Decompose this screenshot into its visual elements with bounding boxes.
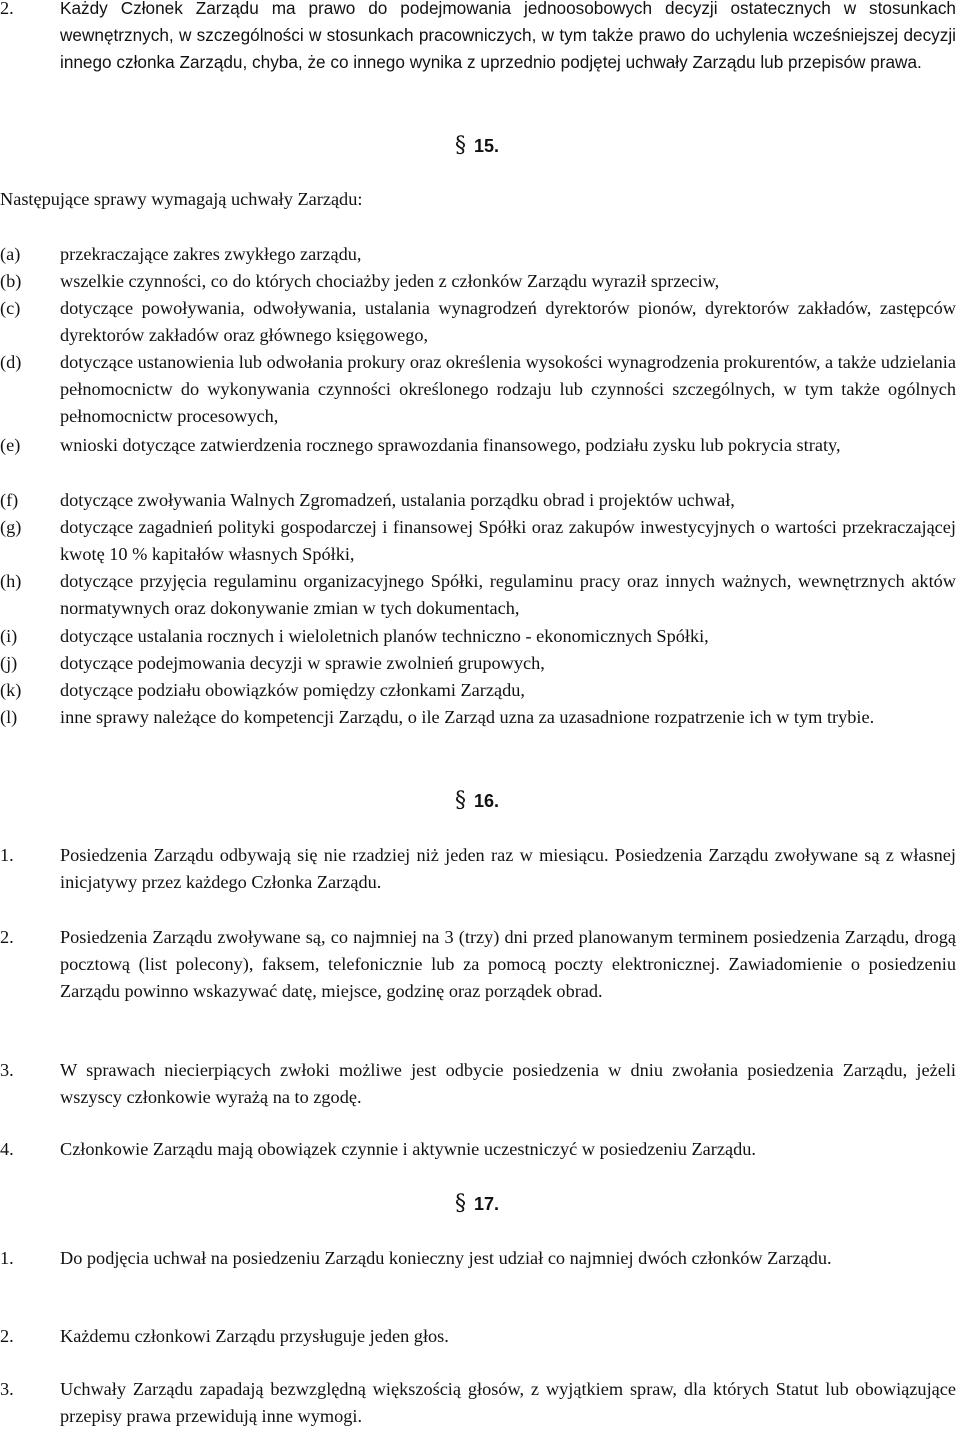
paragraph-text: Do podjęcia uchwał na posiedzeniu Zarządu konieczny jest udział co najmniej dwóch członków Zarządu. bbox=[60, 1248, 832, 1268]
list-item-text: przekraczające zakres zwykłego zarządu, bbox=[60, 244, 362, 264]
list-item-label: (g) bbox=[0, 517, 22, 537]
paragraph-number: 2. bbox=[0, 1326, 14, 1346]
paragraph-number: 3. bbox=[0, 1379, 14, 1399]
section-sign: § bbox=[455, 788, 466, 813]
list-item-label: (b) bbox=[0, 271, 22, 291]
list-item-text: dotyczące zagadnień polityki gospodarczej i finansowej Spółki oraz zakupów inwestycyjnych o wartości przekraczającej kwotę 10 % kapitałów własnych Spółki, bbox=[60, 517, 956, 564]
section-heading bbox=[455, 1190, 499, 1218]
section-sign: § bbox=[455, 1191, 466, 1216]
list-item-text: dotyczące podziału obowiązków pomiędzy członkami Zarządu, bbox=[60, 680, 525, 700]
paragraph-text: Posiedzenia Zarządu odbywają się nie rzadziej niż jeden raz w miesiącu. Posiedzenia Zarządu zwoływane są z własnej inicjatywy przez każdego Członka Zarządu. bbox=[60, 845, 956, 892]
list-item-label: (f) bbox=[0, 490, 19, 510]
list-item-text: dotyczące podejmowania decyzji w sprawie zwolnień grupowych, bbox=[60, 653, 545, 673]
paragraph-number: 2. bbox=[0, 0, 14, 18]
paragraph-text: Każdemu członkowi Zarządu przysługuje jeden głos. bbox=[60, 1326, 449, 1346]
list-item-text: wszelkie czynności, co do których chociażby jeden z członków Zarządu wyraził sprzeciw, bbox=[60, 271, 720, 291]
list-item-text: dotyczące przyjęcia regulaminu organizacyjnego Spółki, regulaminu pracy oraz innych ważnych, wewnętrznych aktów normatywnych oraz dokonywanie zmian w tych dokumentach, bbox=[60, 571, 956, 618]
paragraph-number: 1. bbox=[0, 845, 14, 865]
list-item-label: (j) bbox=[0, 653, 18, 673]
list-item-text: wnioski dotyczące zatwierdzenia rocznego sprawozdania finansowego, podziału zysku lub pokrycia straty, bbox=[60, 435, 841, 455]
section-number: 17. bbox=[474, 1194, 500, 1214]
paragraph-text: Posiedzenia Zarządu zwoływane są, co najmniej na 3 (trzy) dni przed planowanym terminem posiedzenia Zarządu, drogą pocztową (list polecony), faksem, telefonicznie lub za pomocą poczty elektronicznej. Zawiadomienie o posiedzeniu Zarządu powinno wskazywać datę, miejsce, godzinę oraz porządek obrad. bbox=[60, 927, 956, 1001]
paragraph-text: W sprawach niecierpiących zwłoki możliwe jest odbycie posiedzenia w dniu zwołania posiedzenia Zarządu, jeżeli wszyscy członkowie wyrażą na to zgodę. bbox=[60, 1060, 956, 1107]
paragraph-text: Każdy Członek Zarządu ma prawo do podejmowania jednoosobowych decyzji ostatecznych w stosunkach wewnętrznych, w szczególności w stosunkach pracowniczych, w tym także prawo do uchylenia wcześniejszej decyzji innego członka Zarządu, chyba, że co innego wynika z uprzednio podjętej uchwały Zarządu lub przepisów prawa. bbox=[60, 0, 956, 72]
paragraph-text: Członkowie Zarządu mają obowiązek czynnie i aktywnie uczestniczyć w posiedzeniu Zarządu. bbox=[60, 1139, 756, 1159]
list-item-label: (a) bbox=[0, 244, 21, 264]
paragraph-text: Uchwały Zarządu zapadają bezwzględną większością głosów, z wyjątkiem spraw, dla których Statut lub obowiązujące przepisy prawa przewidują inne wymogi. bbox=[60, 1379, 956, 1426]
list-item-label: (h) bbox=[0, 571, 22, 591]
paragraph-number: 2. bbox=[0, 927, 14, 947]
list-item-text: dotyczące ustalania rocznych i wieloletnich planów techniczno - ekonomicznych Spółki, bbox=[60, 626, 709, 646]
section-heading bbox=[455, 132, 499, 160]
section-number: 15. bbox=[474, 136, 500, 156]
list-item-label: (l) bbox=[0, 707, 18, 727]
paragraph-number: 4. bbox=[0, 1139, 14, 1159]
section-intro: Następujące sprawy wymagają uchwały Zarządu: bbox=[0, 189, 363, 209]
paragraph-number: 3. bbox=[0, 1060, 14, 1080]
list-item-label: (i) bbox=[0, 626, 18, 646]
list-item-label: (e) bbox=[0, 435, 21, 455]
list-item-label: (c) bbox=[0, 298, 21, 318]
list-item-text: dotyczące ustanowienia lub odwołania prokury oraz określenia wysokości wynagrodzenia prokurentów, a także udzielania pełnomocnictw do wykonywania czynności określonego rodzaju lub czynności szczególnych, w tym także ogólnych pełnomocnictw procesowych, bbox=[60, 352, 956, 426]
section-number: 16. bbox=[474, 791, 500, 811]
list-item-text: dotyczące powoływania, odwoływania, ustalania wynagrodzeń dyrektorów pionów, dyrektorów zakładów, zastępców dyrektorów zakładów oraz głównego księgowego, bbox=[60, 298, 956, 345]
list-item-text: dotyczące zwoływania Walnych Zgromadzeń, ustalania porządku obrad i projektów uchwał, bbox=[60, 490, 735, 510]
paragraph-number: 1. bbox=[0, 1248, 14, 1268]
list-item-label: (k) bbox=[0, 680, 22, 700]
section-heading bbox=[455, 787, 499, 815]
list-item-label: (d) bbox=[0, 352, 22, 372]
section-sign: § bbox=[455, 133, 466, 158]
list-item-text: inne sprawy należące do kompetencji Zarządu, o ile Zarząd uzna za uzasadnione rozpatrzenie ich w tym trybie. bbox=[60, 707, 875, 727]
